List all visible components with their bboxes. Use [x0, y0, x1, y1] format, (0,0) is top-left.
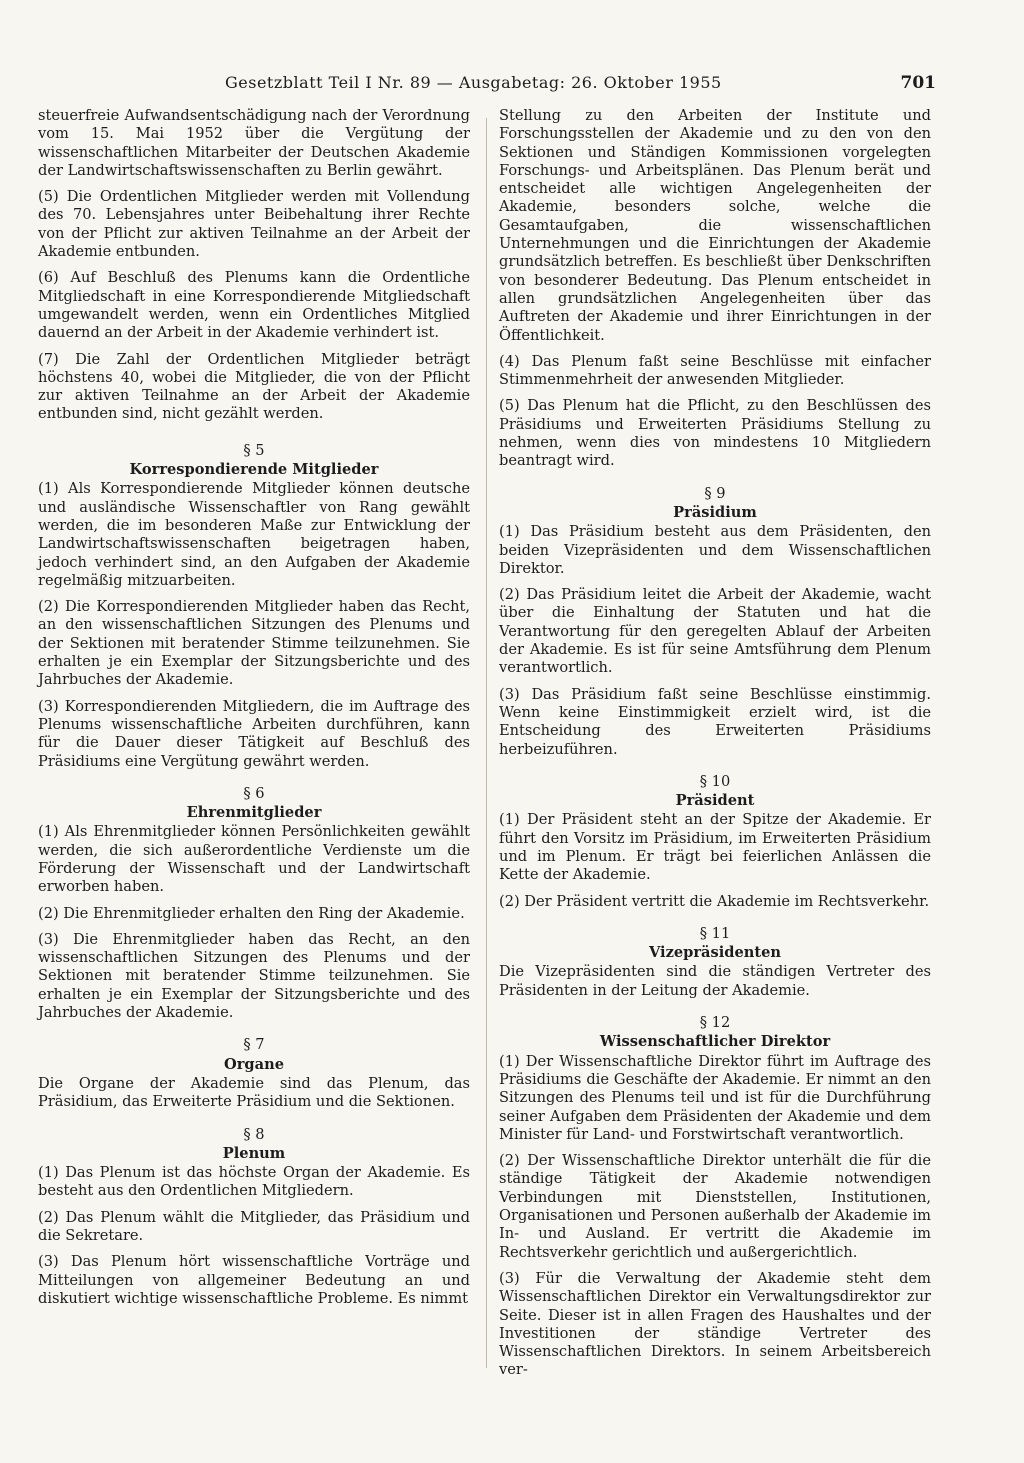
paragraph: (1) Das Plenum ist das höchste Organ der Akademie. Es besteht aus den Ordentlichen Mitgliedern. [38, 1164, 470, 1200]
section-title: Korrespondierende Mitglieder [129, 461, 379, 479]
paragraph: Die Organe der Akademie sind das Plenum, das Präsidium, das Erweiterte Präsidium und die Sektionen. [38, 1074, 470, 1111]
section-title: Präsident [675, 792, 755, 810]
paragraph: (1) Das Präsidium besteht aus dem Präsidenten, den beiden Vizepräsidenten und dem Wissenschaftlichen Direktor. [499, 523, 931, 577]
paragraph: Die Vizepräsidenten sind die ständigen Vertreter des Präsidenten in der Leitung der Akademie. [499, 963, 931, 999]
section-title: Wissenschaftlicher Direktor [599, 1033, 831, 1051]
section-title: Plenum [222, 1144, 286, 1162]
section-title: Präsidium [673, 503, 757, 521]
section-number: § 8 [243, 1125, 265, 1143]
paragraph: (2) Der Wissenschaftliche Direktor unterhält die für die ständige Tätigkeit der Akademie notwendigen Verbindungen mit Dienststellen, Institutionen, Organisationen und Personen außerhalb der Akademie im In- und Ausland. Er vertritt die Akademie im Rechtsverkehr gerichtlich und außergerichtlich. [499, 1152, 931, 1261]
section-number: § 6 [243, 784, 265, 802]
paragraph: (5) Das Plenum hat die Pflicht, zu den Beschlüssen des Präsidiums und Erweiterten Präsidiums Stellung zu nehmen, wenn dies von mindestens 10 Mitgliedern beantragt wird. [499, 397, 931, 470]
paragraph: (4) Das Plenum faßt seine Beschlüsse mit einfacher Stimmenmehrheit der anwesenden Mitglieder. [499, 352, 931, 389]
paragraph: (3) Die Ehrenmitglieder haben das Recht, an den wissenschaftlichen Sitzungen des Plenums und der Sektionen mit beratender Stimme teilzunehmen. Sie erhalten je ein Exemplar der Sitzungsberichte und des Jahrbuches der Akademie. [38, 930, 470, 1022]
section-title: Vizepräsidenten [648, 944, 782, 962]
paragraph: (1) Der Präsident steht an der Spitze der Akademie. Er führt den Vorsitz im Präsidium, im Erweiterten Präsidium und im Plenum. Er trägt bei feierlichen Anlässen die Kette der Akademie. [499, 811, 931, 884]
paragraph: (7) Die Zahl der Ordentlichen Mitglieder beträgt höchstens 40, wobei die Mitglieder, die von der Pflicht zur aktiven Teilnahme an der Arbeit der Akademie entbunden sind, nicht gezählt werden. [38, 350, 470, 423]
left-column [38, 107, 470, 1316]
section-title: Ehrenmitglieder [186, 804, 322, 822]
paragraph: (1) Als Korrespondierende Mitglieder können deutsche und ausländische Wissenschaftler von Rang gewählt werden, die im besonderen Maße zur Entwicklung der Landwirtschaftswissenschaften beigetragen haben, jedoch verhindert sind, an den Aufgaben der Akademie regelmäßig mitzuarbeiten. [38, 480, 470, 589]
section-number: § 11 [699, 924, 731, 942]
paragraph: (2) Die Ehrenmitglieder erhalten den Ring der Akademie. [38, 904, 465, 922]
section-number: § 5 [243, 441, 265, 459]
page-header [225, 73, 936, 93]
paragraph: (2) Das Plenum wählt die Mitglieder, das Präsidium und die Sekretare. [38, 1208, 470, 1245]
column-divider [486, 118, 487, 1368]
paragraph: (3) Das Plenum hört wissenschaftliche Vorträge und Mitteilungen von allgemeiner Bedeutung an und diskutiert wichtige wissenschaftliche Probleme. Es nimmt [38, 1253, 470, 1307]
paragraph: (1) Der Wissenschaftliche Direktor führt im Auftrage des Präsidiums die Geschäfte der Akademie. Er nimmt an den Sitzungen des Plenums teil und ist für die Durchführung seiner Aufgaben dem Präsidenten der Akademie und dem Minister für Land- und Forstwirtschaft verantwortlich. [499, 1052, 931, 1143]
paragraph: (1) Als Ehrenmitglieder können Persönlichkeiten gewählt werden, die sich außerordentliche Verdienste um die Förderung der Wissenschaft und der Landwirtschaft erworben haben. [38, 823, 470, 896]
paragraph: (6) Auf Beschluß des Plenums kann die Ordentliche Mitgliedschaft in eine Korrespondierende Mitgliedschaft umgewandelt werden, wenn ein Ordentliches Mitglied dauernd an der Arbeit in der Akademie verhindert ist. [38, 269, 470, 342]
paragraph: (2) Die Korrespondierenden Mitglieder haben das Recht, an den wissenschaftlichen Sitzungen des Plenums und der Sektionen mit beratender Stimme teilzunehmen. Sie erhalten je ein Exemplar der Sitzungsberichte und des Jahrbuches der Akademie. [38, 598, 470, 689]
paragraph: (2) Der Präsident vertritt die Akademie im Rechtsverkehr. [499, 892, 930, 910]
section-number: § 9 [704, 484, 726, 502]
header-title: Gesetzblatt Teil I Nr. 89 — Ausgabetag: 26. Oktober 1955 [225, 73, 722, 92]
paragraph: Stellung zu den Arbeiten der Institute und Forschungsstellen der Akademie und zu den von den Sektionen und Ständigen Kommissionen vorgelegten Forschungs- und Arbeitsplänen. Das Plenum berät und entscheidet alle wichtigen Angelegenheiten der Akademie, besonders solche, welche die Gesamtaufgaben, die wissenschaftlichen Unternehmungen und die Einrichtungen der Akademie grundsätzlich betreffen. Es beschließt über Denkschriften von besonderer Bedeutung. Das Plenum entscheidet in allen grundsätzlichen Angelegenheiten über das Auftreten der Akademie und ihrer Einrichtungen in der Öffentlichkeit. [499, 107, 931, 344]
right-column [499, 107, 931, 1388]
paragraph: (2) Das Präsidium leitet die Arbeit der Akademie, wacht über die Einhaltung der Statuten und hat die Verantwortung für den geregelten Ablauf der Arbeiten der Akademie. Es ist für seine Amtsführung dem Plenum verantwortlich. [499, 586, 931, 677]
paragraph: (3) Das Präsidium faßt seine Beschlüsse einstimmig. Wenn keine Einstimmigkeit erzielt wird, ist die Entscheidung des Erweiterten Präsidiums herbeizuführen. [499, 685, 931, 758]
paragraph: steuerfreie Aufwandsentschädigung nach der Verordnung vom 15. Mai 1952 über die Vergütung der wissenschaftlichen Mitarbeiter der Deutschen Akademie der Landwirtschaftswissenschaften zu Berlin gewährt. [38, 107, 470, 179]
section-number: § 10 [699, 772, 731, 790]
section-number: § 7 [243, 1036, 265, 1054]
section-title: Organe [224, 1055, 284, 1073]
paragraph: (3) Korrespondierenden Mitgliedern, die im Auftrage des Plenums wissenschaftliche Arbeiten durchführen, kann für die Dauer dieser Tätigkeit auf Beschluß des Präsidiums eine Vergütung gewährt werden. [38, 697, 470, 770]
paragraph: (3) Für die Verwaltung der Akademie steht dem Wissenschaftlichen Direktor ein Verwaltungsdirektor zur Seite. Dieser ist in allen Fragen des Haushaltes und der Investitionen der ständige Vertreter des Wissenschaftlichen Direktors. In seinem Arbeitsbereich ver- [499, 1269, 931, 1379]
section-number: § 12 [699, 1014, 731, 1032]
page-number: 701 [900, 73, 936, 93]
paragraph: (5) Die Ordentlichen Mitglieder werden mit Vollendung des 70. Lebensjahres unter Beibehaltung ihrer Rechte von der Pflicht zur aktiven Teilnahme an der Arbeit der Akademie entbunden. [38, 188, 470, 261]
